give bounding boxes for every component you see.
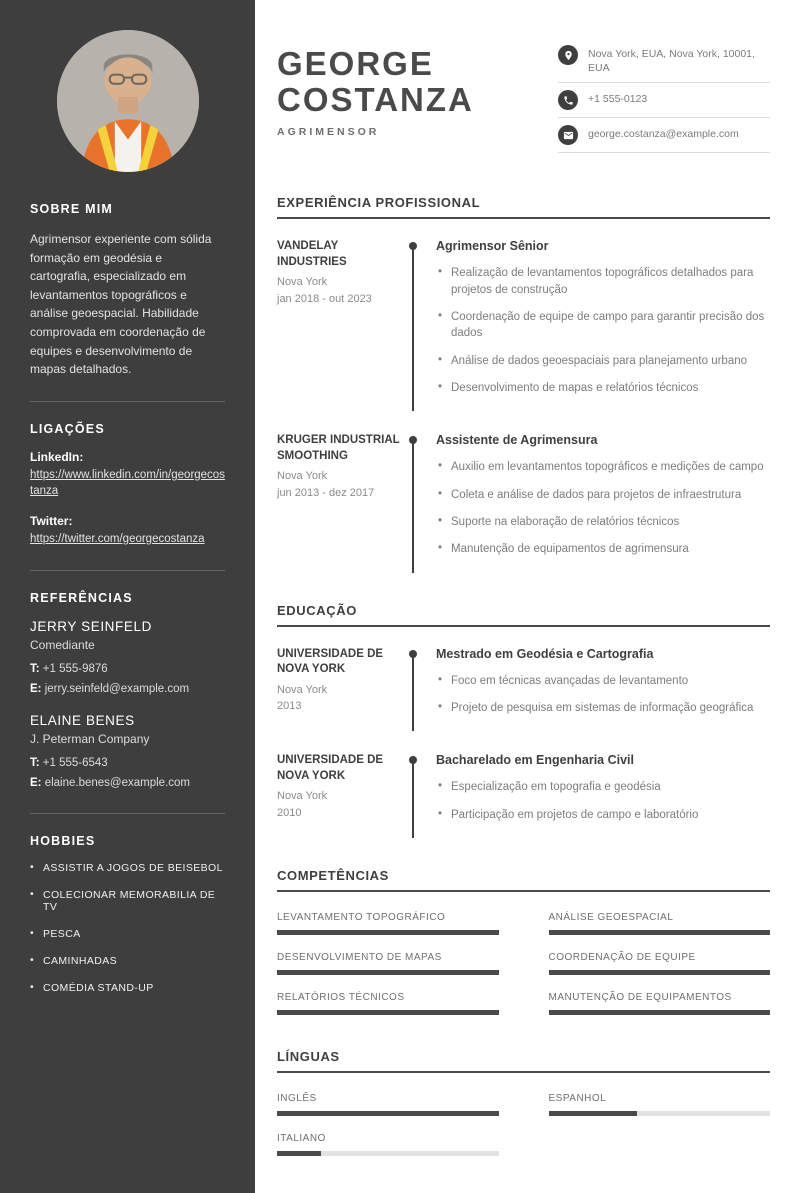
skills-heading: COMPETÊNCIAS <box>277 868 770 892</box>
school-location: Nova York <box>277 683 328 696</box>
email-value: jerry.seinfeld@example.com <box>44 682 190 695</box>
skill-bar <box>277 1010 499 1015</box>
skill-label: DESENVOLVIMENTO DE MAPAS <box>277 951 442 963</box>
hobby-item: • CAMINHADAS <box>30 955 225 967</box>
sidebar-divider <box>30 813 225 814</box>
language-label: ESPANHOL <box>548 1092 607 1104</box>
candidate-title: AGRIMENSOR <box>277 126 380 139</box>
job-bullet: • Auxilio em levantamentos topográficos e medições de campo <box>436 459 770 475</box>
hobbies-heading: HOBBIES <box>30 834 96 849</box>
degree-bullet: • Participação em projetos de campo e laboratório <box>436 807 770 823</box>
skill-bar-fill <box>277 1010 499 1015</box>
school-name: UNIVERSIDADE DE NOVA YORK <box>277 647 384 676</box>
email-label: E: <box>30 682 42 695</box>
language-item <box>277 1093 499 1116</box>
sidebar <box>0 0 255 1193</box>
job-bullet: • Coordenação de equipe de campo para garantir precisão dos dados <box>436 309 770 342</box>
job-bullets <box>436 265 770 396</box>
about-heading: SOBRE MIM <box>30 202 114 216</box>
email-value: elaine.benes@example.com <box>44 777 190 790</box>
school-location: Nova York <box>277 790 328 803</box>
school-name: UNIVERSIDADE DE NOVA YORK <box>277 754 384 782</box>
skill-label: LEVANTAMENTO TOPOGRÁFICO <box>277 911 446 923</box>
skill-item <box>549 992 771 1015</box>
skill-bar <box>277 930 499 935</box>
graduation-year: 2013 <box>277 700 302 713</box>
language-bar-fill <box>277 1151 321 1156</box>
phone-value: +1 555-6543 <box>42 756 108 769</box>
experience-entry <box>277 239 770 407</box>
entry-left <box>277 433 409 568</box>
skill-item <box>549 952 771 975</box>
language-label: ITALIANO <box>277 1132 326 1144</box>
sidebar-divider <box>30 401 225 402</box>
location-icon <box>558 45 578 65</box>
main-content <box>255 0 794 1193</box>
timeline-marker <box>409 239 436 407</box>
name-block <box>277 38 558 138</box>
entry-body <box>436 433 770 568</box>
language-bar-fill <box>277 1111 499 1116</box>
reference-phone <box>30 661 225 677</box>
reference-name: JERRY SEINFELD <box>30 618 152 634</box>
company-name: VANDELAY INDUSTRIES <box>277 240 347 268</box>
job-bullets <box>436 459 770 557</box>
hobby-item: • PESCA <box>30 928 225 940</box>
hobby-item: • COLECIONAR MEMORABILIA DE TV <box>30 889 225 913</box>
job-bullet: • Coleta e análise de dados para projetos de infraestrutura <box>436 487 770 503</box>
phone-icon <box>558 90 578 110</box>
language-bar-fill <box>549 1111 638 1116</box>
education-section <box>277 603 770 834</box>
language-item <box>549 1093 771 1116</box>
link-item-twitter <box>30 514 225 548</box>
company-location: Nova York <box>277 470 328 483</box>
skill-label: MANUTENÇÃO DE EQUIPAMENTOS <box>548 991 732 1003</box>
links-section <box>30 422 225 548</box>
contact-row-phone <box>558 83 770 118</box>
entry-left <box>277 753 409 834</box>
job-bullet: • Análise de dados geoespaciais para planejamento urbano <box>436 353 770 369</box>
candidate-name <box>277 46 558 117</box>
link-item-linkedin <box>30 450 225 500</box>
entry-body <box>436 753 770 834</box>
language-label: INGLÊS <box>277 1092 317 1104</box>
job-bullet: • Realização de levantamentos topográficos detalhados para projetos de construção <box>436 265 770 298</box>
job-bullet: • Desenvolvimento de mapas e relatórios técnicos <box>436 380 770 396</box>
degree-title: Bacharelado em Engenharia Civil <box>436 753 634 768</box>
skill-item <box>549 912 771 935</box>
education-entry <box>277 753 770 834</box>
email-label: E: <box>30 777 42 790</box>
degree-bullet: • Foco em técnicas avançadas de levantamento <box>436 673 770 689</box>
contact-row-email <box>558 118 770 153</box>
contact-block <box>558 38 770 153</box>
references-heading: REFERÊNCIAS <box>30 590 133 605</box>
profile-photo <box>57 30 199 172</box>
reference-phone <box>30 755 225 771</box>
skills-section <box>277 868 770 1015</box>
employment-dates: jan 2018 - out 2023 <box>277 292 372 305</box>
graduation-year: 2010 <box>277 806 302 819</box>
skill-bar-fill <box>549 1010 771 1015</box>
twitter-link[interactable]: https://twitter.com/georgecostanza <box>30 533 205 546</box>
degree-bullet: • Projeto de pesquisa em sistemas de informação geográfica <box>436 700 770 716</box>
about-text: Agrimensor experiente com sólida formação em geodésia e cartografia, especializado em levantamentos topográficos e análise geoespacial. Habilidade comprovada em coordenação de equipes e desenvolvimento de mapas detalhados. <box>30 232 212 377</box>
resume-header <box>277 38 770 153</box>
reference-email <box>30 775 225 791</box>
linkedin-label: LinkedIn: <box>30 449 84 464</box>
skill-item <box>277 952 499 975</box>
education-heading: EDUCAÇÃO <box>277 603 770 627</box>
skill-bar-fill <box>549 970 771 975</box>
entry-left <box>277 239 409 407</box>
job-role: Agrimensor Sênior <box>436 239 549 254</box>
language-item <box>277 1133 499 1156</box>
language-bar <box>277 1151 499 1156</box>
links-heading: LIGAÇÕES <box>30 421 105 436</box>
languages-section <box>277 1049 770 1156</box>
education-entry <box>277 647 770 728</box>
skill-label: ANÁLISE GEOESPACIAL <box>548 911 674 923</box>
skill-bar <box>549 970 771 975</box>
hobbies-section <box>30 834 225 994</box>
contact-email: george.costanza@example.com <box>588 128 739 141</box>
contact-phone: +1 555-0123 <box>588 93 648 106</box>
reference-role: Comediante <box>30 637 95 652</box>
skill-label: COORDENAÇÃO DE EQUIPE <box>548 951 696 963</box>
timeline-marker <box>409 753 436 834</box>
entry-body <box>436 647 770 728</box>
about-section <box>30 202 225 379</box>
twitter-label: Twitter: <box>30 514 73 529</box>
job-bullet: • Suporte na elaboração de relatórios técnicos <box>436 514 770 530</box>
experience-heading: EXPERIÊNCIA PROFISSIONAL <box>277 195 770 219</box>
company-location: Nova York <box>277 276 328 289</box>
languages-grid <box>277 1093 770 1156</box>
timeline-marker <box>409 647 436 728</box>
phone-value: +1 555-9876 <box>42 662 108 675</box>
experience-entry <box>277 433 770 568</box>
job-bullet: • Manutenção de equipamentos de agrimensura <box>436 541 770 557</box>
skill-bar <box>277 970 499 975</box>
references-section <box>30 591 225 791</box>
degree-bullets <box>436 673 770 717</box>
degree-title: Mestrado em Geodésia e Cartografia <box>436 646 654 661</box>
reference-email <box>30 681 225 697</box>
entry-left <box>277 647 409 728</box>
hobby-item: • ASSISTIR A JOGOS DE BEISEBOL <box>30 862 225 874</box>
skill-bar-fill <box>549 930 771 935</box>
phone-label: T: <box>30 662 40 675</box>
reference-item <box>30 713 225 791</box>
contact-location: Nova York, EUA, Nova York, 10001, EUA <box>588 48 755 75</box>
language-bar <box>277 1111 499 1116</box>
language-bar <box>549 1111 771 1116</box>
skill-bar-fill <box>277 970 499 975</box>
name-line-2: COSTANZA <box>277 80 474 118</box>
company-name: KRUGER INDUSTRIAL SMOOTHING <box>277 434 400 462</box>
hobby-list <box>30 862 225 994</box>
reference-item <box>30 619 225 697</box>
skill-label: RELATÓRIOS TÉCNICOS <box>277 991 405 1003</box>
skill-bar-fill <box>277 930 499 935</box>
skill-bar <box>549 1010 771 1015</box>
email-icon <box>558 125 578 145</box>
reference-role: J. Peterman Company <box>30 731 150 746</box>
name-line-1: GEORGE <box>277 45 434 82</box>
skill-item <box>277 992 499 1015</box>
languages-heading: LÍNGUAS <box>277 1049 770 1073</box>
skill-bar <box>549 930 771 935</box>
skill-item <box>277 912 499 935</box>
job-role: Assistente de Agrimensura <box>436 433 598 448</box>
linkedin-link[interactable]: https://www.linkedin.com/in/georgecostanza <box>30 468 225 498</box>
degree-bullets <box>436 779 770 823</box>
avatar <box>57 30 199 172</box>
entry-body <box>436 239 770 407</box>
skills-grid <box>277 912 770 1015</box>
reference-name: ELAINE BENES <box>30 712 135 728</box>
sidebar-divider <box>30 570 225 571</box>
hobby-item: • COMÉDIA STAND-UP <box>30 982 225 994</box>
degree-bullet: • Especialização em topografia e geodésia <box>436 779 770 795</box>
contact-row-location <box>558 38 770 83</box>
timeline-marker <box>409 433 436 568</box>
experience-section <box>277 195 770 568</box>
employment-dates: jun 2013 - dez 2017 <box>277 486 375 499</box>
phone-label: T: <box>30 756 40 769</box>
